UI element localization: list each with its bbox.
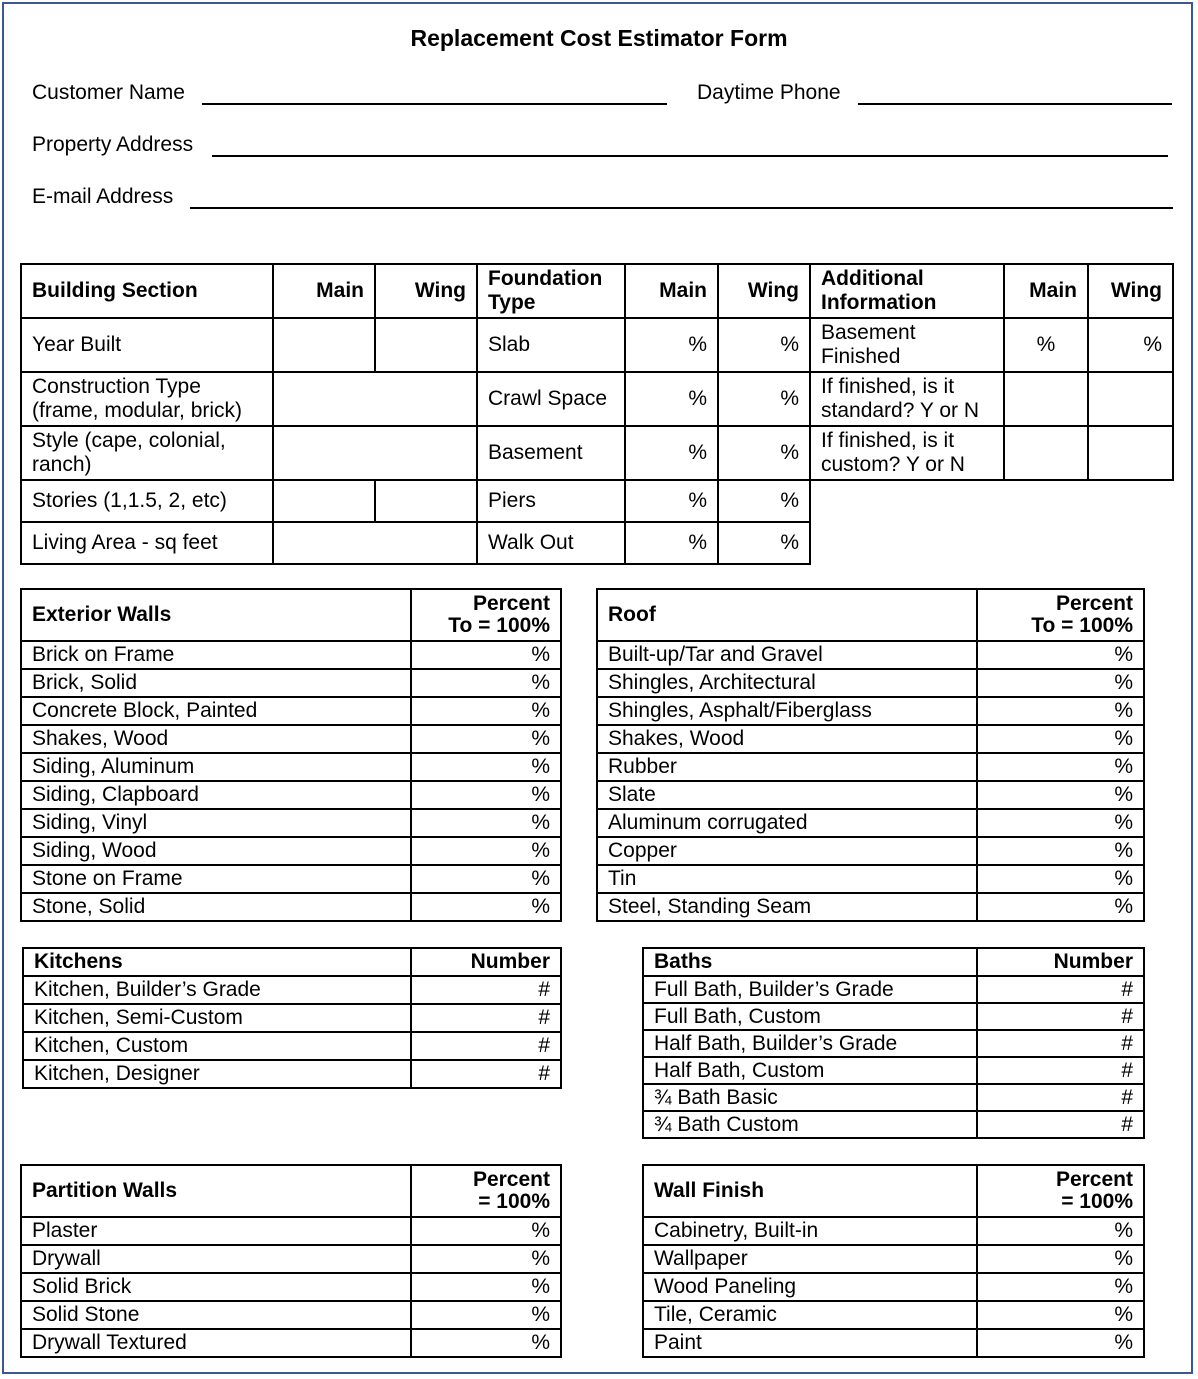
wall-finish-item-label: Wood Paneling: [643, 1273, 977, 1301]
table-row: [21, 893, 561, 921]
baths-table: [642, 947, 1145, 1139]
finished-custom-main-cell[interactable]: [1004, 426, 1088, 480]
building-wing-header: Wing: [375, 264, 477, 318]
roof-item-label: Steel, Standing Seam: [597, 893, 977, 921]
piers-main-cell[interactable]: %: [625, 480, 718, 522]
partition-wall-item-label: Drywall Textured: [21, 1329, 411, 1357]
exterior-wall-value-cell[interactable]: %: [411, 641, 561, 669]
table-row: [21, 725, 561, 753]
table-row: [23, 976, 561, 1004]
table-row: [643, 1030, 1144, 1057]
table-row: [597, 837, 1144, 865]
exterior-wall-item-label: Stone, Solid: [21, 893, 411, 921]
bath-value-cell[interactable]: #: [977, 1030, 1144, 1057]
kitchen-value-cell[interactable]: #: [411, 1060, 561, 1088]
empty-area: [810, 480, 1173, 522]
roof-value-cell[interactable]: %: [977, 697, 1144, 725]
roof-value-cell[interactable]: %: [977, 865, 1144, 893]
table-row: [643, 1057, 1144, 1084]
partition-wall-item-label: Solid Brick: [21, 1273, 411, 1301]
roof-item-label: Rubber: [597, 753, 977, 781]
foundation-wing-header: Wing: [718, 264, 810, 318]
crawl-wing-cell[interactable]: %: [718, 372, 810, 426]
table-row: [21, 1217, 561, 1245]
daytime-phone-label: Daytime Phone: [697, 81, 841, 104]
wall-finish-header: Wall Finish: [643, 1165, 977, 1217]
foundation-type-header: Foundation Type: [477, 264, 625, 318]
exterior-wall-item-label: Brick on Frame: [21, 641, 411, 669]
wall-finish-item-label: Paint: [643, 1329, 977, 1357]
email-address-label: E-mail Address: [32, 185, 174, 208]
table-row: [643, 1003, 1144, 1030]
roof-value-cell[interactable]: %: [977, 837, 1144, 865]
table-row: [643, 1111, 1144, 1138]
table-row: [643, 1084, 1144, 1111]
basement-finished-wing-cell[interactable]: %: [1088, 318, 1173, 372]
row-label-year-built: Year Built: [21, 318, 273, 372]
roof-table: [596, 588, 1145, 922]
property-address-field[interactable]: [212, 155, 1168, 157]
table-row: [643, 1245, 1144, 1273]
table-row: [597, 697, 1144, 725]
exterior-wall-item-label: Shakes, Wood: [21, 725, 411, 753]
table-row: [21, 697, 561, 725]
kitchen-item-label: Kitchen, Builder’s Grade: [23, 976, 411, 1004]
bath-item-label: Half Bath, Custom: [643, 1057, 977, 1084]
exterior-percent-header: Percent To = 100%: [411, 589, 561, 641]
partition-wall-value-cell[interactable]: %: [411, 1217, 561, 1245]
basement-main-cell[interactable]: %: [625, 426, 718, 480]
baths-number-header: Number: [977, 948, 1144, 976]
partition-walls-table: [20, 1164, 562, 1358]
wall-finish-item-label: Tile, Ceramic: [643, 1301, 977, 1329]
foundation-crawl-label: Crawl Space: [477, 372, 625, 426]
exterior-wall-value-cell[interactable]: %: [411, 893, 561, 921]
piers-wing-cell[interactable]: %: [718, 480, 810, 522]
partition-wall-value-cell[interactable]: %: [411, 1245, 561, 1273]
foundation-main-header: Main: [625, 264, 718, 318]
finished-standard-wing-cell[interactable]: [1088, 372, 1173, 426]
row-label-construction-type: Construction Type (frame, modular, brick): [21, 372, 273, 426]
roof-item-label: Shingles, Asphalt/Fiberglass: [597, 697, 977, 725]
finished-standard-label: If finished, is it standard? Y or N: [810, 372, 1004, 426]
table-row: [21, 1273, 561, 1301]
row-label-style: Style (cape, colonial, ranch): [21, 426, 273, 480]
construction-type-cell[interactable]: [273, 372, 477, 426]
building-table: [20, 263, 1174, 565]
roof-value-cell[interactable]: %: [977, 781, 1144, 809]
wall-finish-item-label: Cabinetry, Built-in: [643, 1217, 977, 1245]
exterior-wall-value-cell[interactable]: %: [411, 865, 561, 893]
roof-value-cell[interactable]: %: [977, 893, 1144, 921]
roof-item-label: Aluminum corrugated: [597, 809, 977, 837]
kitchen-value-cell[interactable]: #: [411, 976, 561, 1004]
bath-item-label: Full Bath, Builder’s Grade: [643, 976, 977, 1003]
table-row: [21, 865, 561, 893]
table-row: [23, 1004, 561, 1032]
additional-info-header: Additional Information: [810, 264, 1004, 318]
year-built-wing-cell[interactable]: [375, 318, 477, 372]
table-row: [21, 781, 561, 809]
table-row: [597, 641, 1144, 669]
partition-percent-header: Percent = 100%: [411, 1165, 561, 1217]
exterior-wall-item-label: Siding, Clapboard: [21, 781, 411, 809]
kitchens-table: [22, 947, 562, 1089]
exterior-walls-header: Exterior Walls: [21, 589, 411, 641]
bath-item-label: ¾ Bath Custom: [643, 1111, 977, 1138]
table-row: [643, 1301, 1144, 1329]
exterior-wall-value-cell[interactable]: %: [411, 669, 561, 697]
kitchen-value-cell[interactable]: #: [411, 1004, 561, 1032]
table-row: [21, 641, 561, 669]
slab-main-cell[interactable]: %: [625, 318, 718, 372]
crawl-main-cell[interactable]: %: [625, 372, 718, 426]
table-row: [597, 669, 1144, 697]
exterior-walls-table: [20, 588, 562, 922]
exterior-wall-item-label: Siding, Wood: [21, 837, 411, 865]
living-area-cell[interactable]: [273, 522, 477, 564]
table-row: [597, 725, 1144, 753]
exterior-wall-item-label: Stone on Frame: [21, 865, 411, 893]
partition-wall-item-label: Drywall: [21, 1245, 411, 1273]
exterior-wall-value-cell[interactable]: %: [411, 697, 561, 725]
partition-wall-value-cell[interactable]: %: [411, 1329, 561, 1357]
roof-item-label: Built-up/Tar and Gravel: [597, 641, 977, 669]
exterior-wall-value-cell[interactable]: %: [411, 753, 561, 781]
kitchen-item-label: Kitchen, Custom: [23, 1032, 411, 1060]
roof-value-cell[interactable]: %: [977, 753, 1144, 781]
year-built-main-cell[interactable]: [273, 318, 375, 372]
additional-main-header: Main: [1004, 264, 1088, 318]
table-row: [21, 809, 561, 837]
table-row: [597, 753, 1144, 781]
table-row: [21, 753, 561, 781]
exterior-wall-item-label: Concrete Block, Painted: [21, 697, 411, 725]
email-address-field[interactable]: [190, 207, 1173, 209]
finished-standard-main-cell[interactable]: [1004, 372, 1088, 426]
roof-percent-header: Percent To = 100%: [977, 589, 1144, 641]
style-cell[interactable]: [273, 426, 477, 480]
basement-finished-label: Basement Finished: [810, 318, 1004, 372]
wall-finish-item-label: Wallpaper: [643, 1245, 977, 1273]
wall-finish-value-cell[interactable]: %: [977, 1301, 1144, 1329]
roof-item-label: Slate: [597, 781, 977, 809]
wall-finish-value-cell[interactable]: %: [977, 1217, 1144, 1245]
finished-custom-wing-cell[interactable]: [1088, 426, 1173, 480]
partition-wall-item-label: Plaster: [21, 1217, 411, 1245]
building-section-header: Building Section: [21, 264, 273, 318]
exterior-wall-item-label: Siding, Vinyl: [21, 809, 411, 837]
table-row: [643, 1273, 1144, 1301]
table-row: [597, 809, 1144, 837]
table-row: [597, 781, 1144, 809]
table-row: [23, 1032, 561, 1060]
roof-value-cell[interactable]: %: [977, 809, 1144, 837]
partition-wall-value-cell[interactable]: %: [411, 1273, 561, 1301]
table-row: [597, 893, 1144, 921]
wall-finish-value-cell[interactable]: %: [977, 1245, 1144, 1273]
table-row: [643, 1217, 1144, 1245]
basement-finished-main-cell[interactable]: %: [1004, 318, 1088, 372]
roof-value-cell[interactable]: %: [977, 669, 1144, 697]
stories-main-cell[interactable]: [273, 480, 375, 522]
table-row: [643, 1329, 1144, 1357]
exterior-wall-value-cell[interactable]: %: [411, 809, 561, 837]
slab-wing-cell[interactable]: %: [718, 318, 810, 372]
walkout-main-cell[interactable]: %: [625, 522, 718, 564]
additional-wing-header: Wing: [1088, 264, 1173, 318]
table-row: [21, 837, 561, 865]
table-row: [21, 1245, 561, 1273]
exterior-wall-item-label: Siding, Aluminum: [21, 753, 411, 781]
wall-finish-value-cell[interactable]: %: [977, 1329, 1144, 1357]
bath-value-cell[interactable]: #: [977, 1003, 1144, 1030]
roof-value-cell[interactable]: %: [977, 641, 1144, 669]
form-title: Replacement Cost Estimator Form: [410, 25, 788, 51]
customer-name-label: Customer Name: [32, 81, 185, 104]
building-main-header: Main: [273, 264, 375, 318]
foundation-piers-label: Piers: [477, 480, 625, 522]
wall-finish-value-cell[interactable]: %: [977, 1273, 1144, 1301]
table-row: [21, 1301, 561, 1329]
partition-wall-value-cell[interactable]: %: [411, 1301, 561, 1329]
exterior-wall-value-cell[interactable]: %: [411, 781, 561, 809]
kitchens-header: Kitchens: [23, 948, 411, 976]
exterior-wall-value-cell[interactable]: %: [411, 837, 561, 865]
bath-value-cell[interactable]: #: [977, 1111, 1144, 1138]
table-row: [23, 1060, 561, 1088]
bath-item-label: ¾ Bath Basic: [643, 1084, 977, 1111]
bath-item-label: Full Bath, Custom: [643, 1003, 977, 1030]
bath-value-cell[interactable]: #: [977, 1084, 1144, 1111]
table-row: [643, 976, 1144, 1003]
kitchens-number-header: Number: [411, 948, 561, 976]
baths-header: Baths: [643, 948, 977, 976]
partition-walls-header: Partition Walls: [21, 1165, 411, 1217]
exterior-wall-value-cell[interactable]: %: [411, 725, 561, 753]
wall-finish-table: [642, 1164, 1145, 1358]
empty-area: [810, 522, 1173, 564]
foundation-basement-label: Basement: [477, 426, 625, 480]
row-label-stories: Stories (1,1.5, 2, etc): [21, 480, 273, 522]
foundation-slab-label: Slab: [477, 318, 625, 372]
walkout-wing-cell[interactable]: %: [718, 522, 810, 564]
bath-value-cell[interactable]: #: [977, 976, 1144, 1003]
table-row: [21, 669, 561, 697]
basement-wing-cell[interactable]: %: [718, 426, 810, 480]
roof-item-label: Shingles, Architectural: [597, 669, 977, 697]
wall-finish-percent-header: Percent = 100%: [977, 1165, 1144, 1217]
row-label-living-area: Living Area - sq feet: [21, 522, 273, 564]
foundation-walkout-label: Walk Out: [477, 522, 625, 564]
roof-value-cell[interactable]: %: [977, 725, 1144, 753]
kitchen-item-label: Kitchen, Semi-Custom: [23, 1004, 411, 1032]
bath-value-cell[interactable]: #: [977, 1057, 1144, 1084]
customer-name-field[interactable]: [202, 103, 667, 105]
table-row: [21, 1329, 561, 1357]
roof-item-label: Tin: [597, 865, 977, 893]
roof-item-label: Copper: [597, 837, 977, 865]
kitchen-value-cell[interactable]: #: [411, 1032, 561, 1060]
property-address-label: Property Address: [32, 133, 194, 156]
roof-header: Roof: [597, 589, 977, 641]
stories-wing-cell[interactable]: [375, 480, 477, 522]
kitchen-item-label: Kitchen, Designer: [23, 1060, 411, 1088]
bath-item-label: Half Bath, Builder’s Grade: [643, 1030, 977, 1057]
exterior-wall-item-label: Brick, Solid: [21, 669, 411, 697]
table-row: [597, 865, 1144, 893]
roof-item-label: Shakes, Wood: [597, 725, 977, 753]
partition-wall-item-label: Solid Stone: [21, 1301, 411, 1329]
finished-custom-label: If finished, is it custom? Y or N: [810, 426, 1004, 480]
daytime-phone-field[interactable]: [858, 103, 1172, 105]
